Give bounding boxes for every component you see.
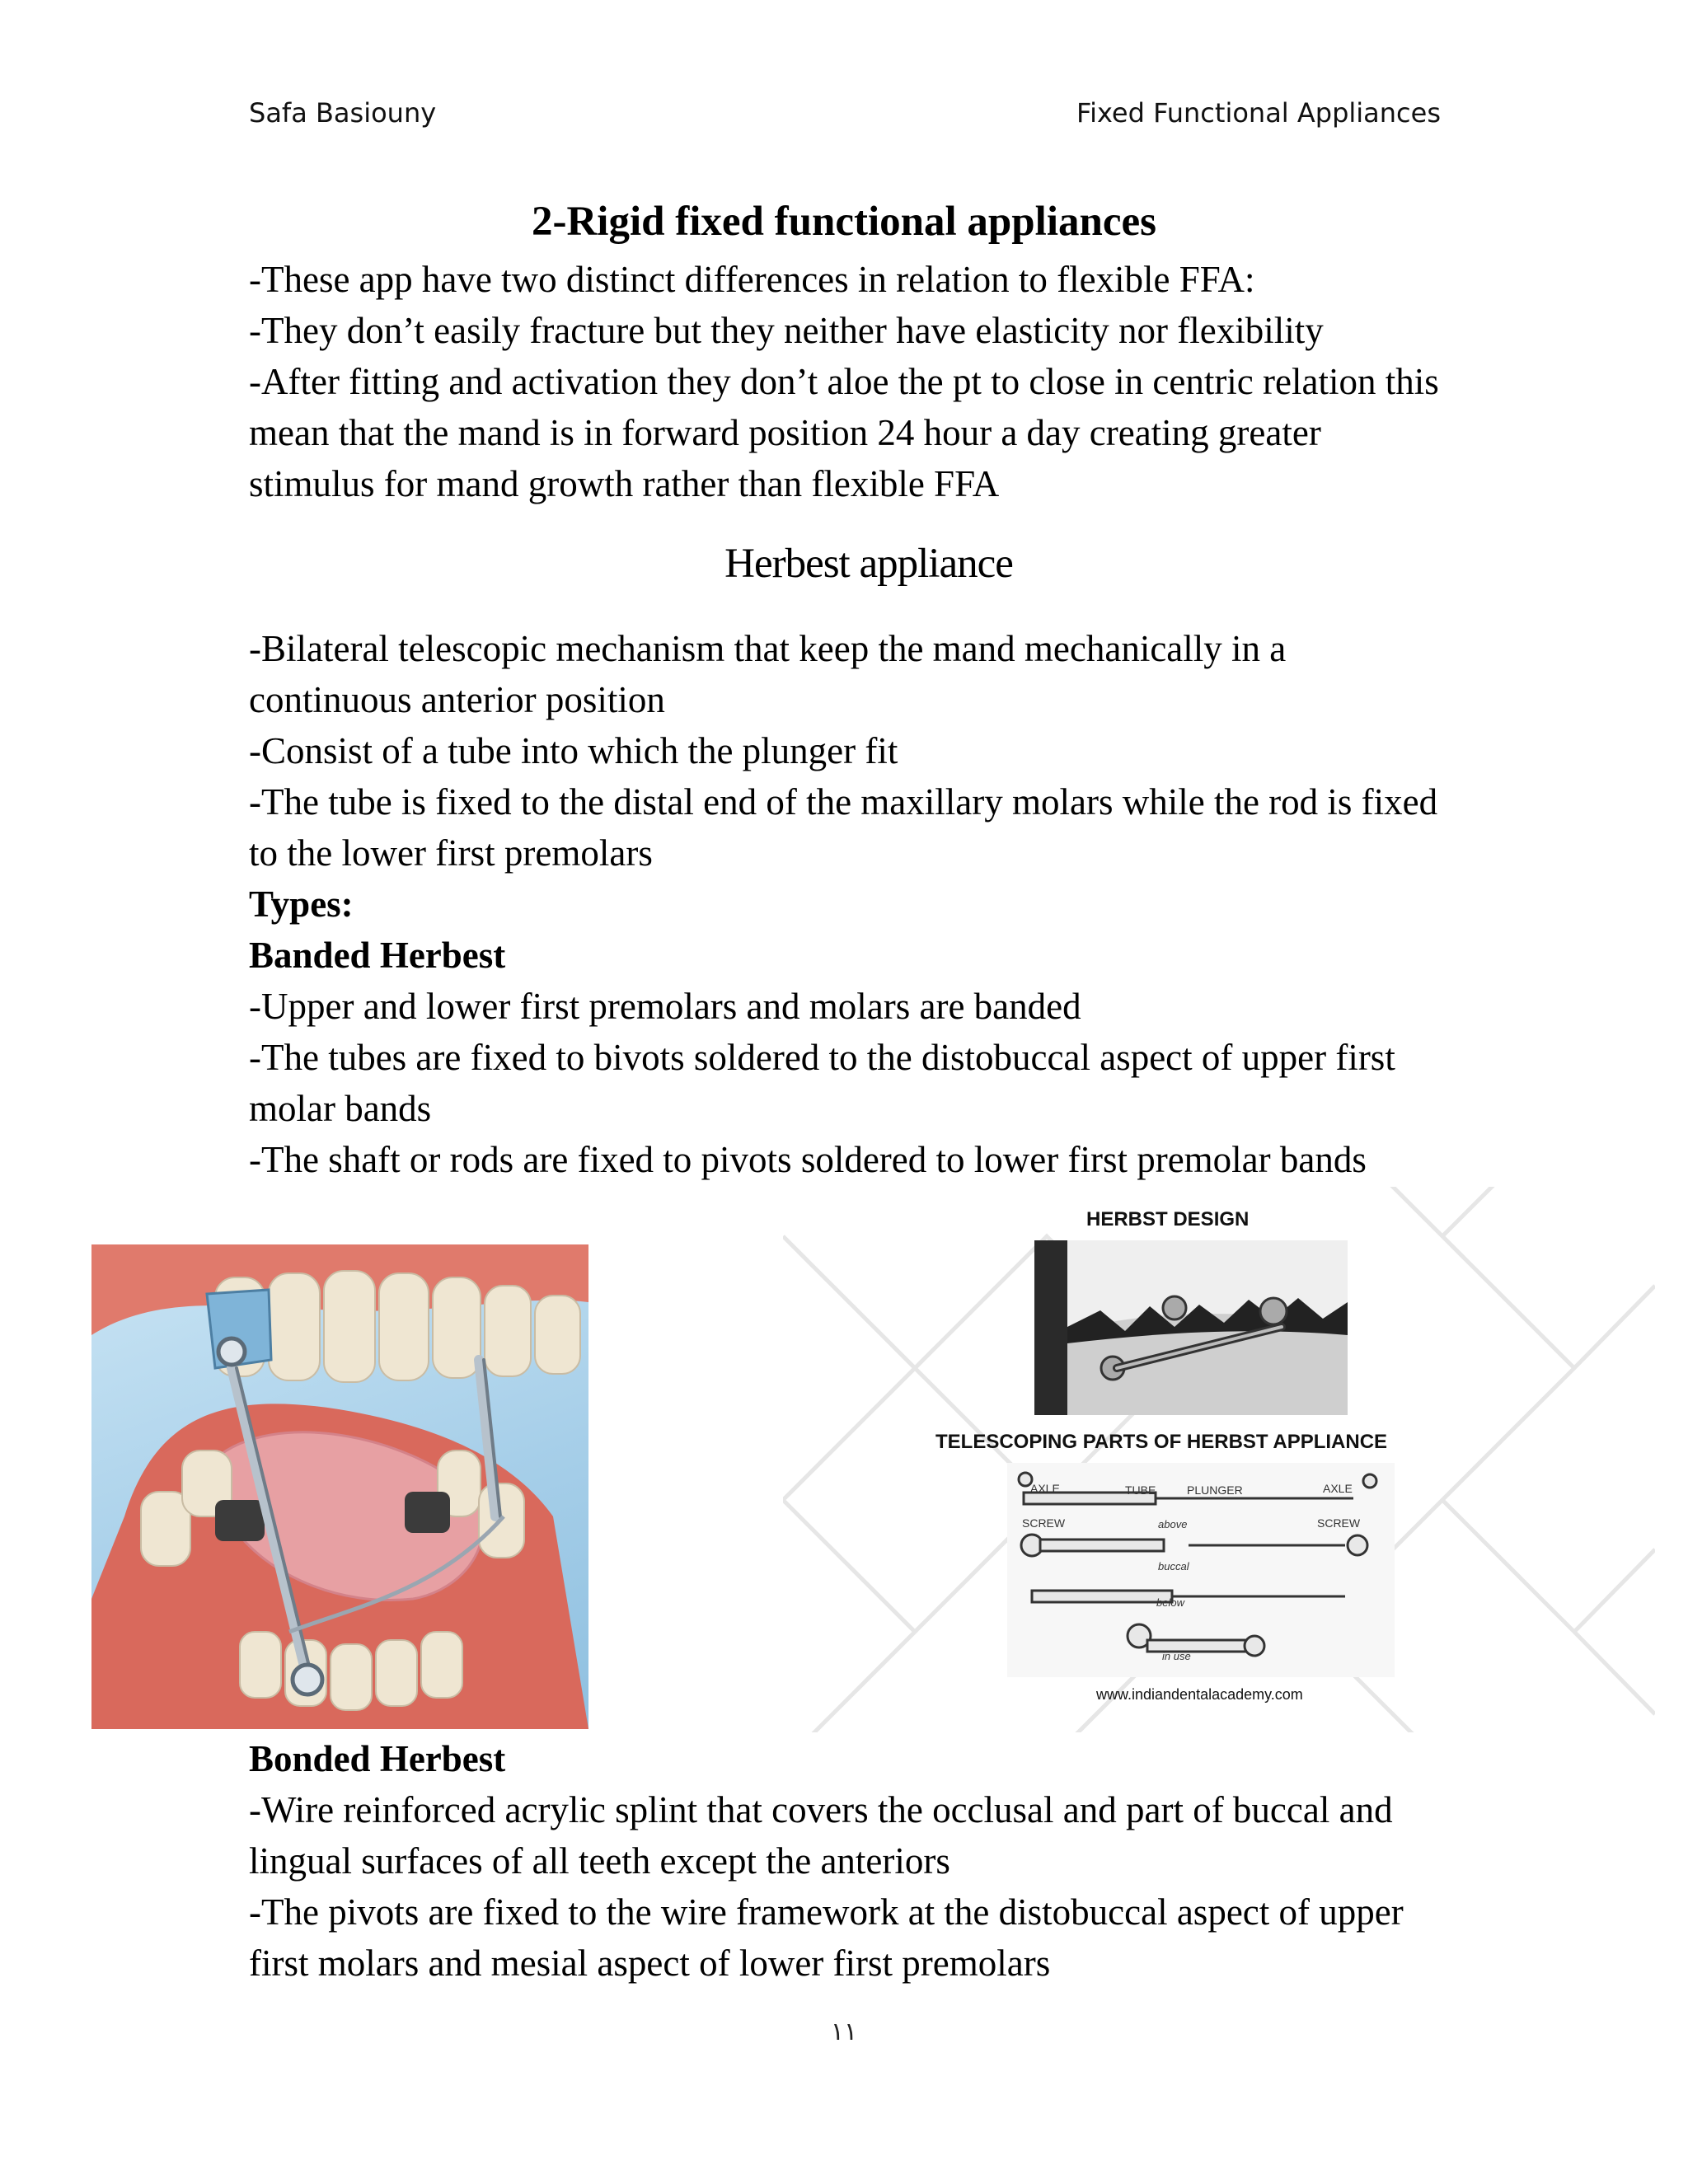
herbst-design-diagram <box>783 1187 1655 1732</box>
buccal-label: buccal <box>1158 1560 1189 1572</box>
intro-block <box>249 254 1452 509</box>
herbest-paragraph-3: -The tube is fixed to the distal end of the maxillary molars while the rod is fixed to the lower first premolars <box>249 781 1438 874</box>
bonded-paragraph-1: -Wire reinforced acrylic splint that covers the occlusal and part of buccal and lingual surfaces of all teeth except the anteriors <box>249 1789 1393 1882</box>
axle-left-label: AXLE <box>1030 1482 1060 1495</box>
screw-right-label: SCREW <box>1317 1516 1361 1530</box>
intro-line-3: -After fitting and activation they don’t aloe the pt to close in centric relation this mean that the mand is in forward position 24 hour a day creating greater stimulus for mand growth rather than flexible FFA <box>249 361 1439 504</box>
plunger-label: PLUNGER <box>1187 1483 1243 1497</box>
banded-heading: Banded Herbest <box>249 935 506 976</box>
bonded-paragraph-2: -The pivots are fixed to the wire framework at the distobuccal aspect of upper first molars and mesial aspect of lower first premolars <box>249 1891 1404 1984</box>
header-topic: Fixed Functional Appliances <box>1076 97 1441 129</box>
banded-paragraph-1: -Upper and lower first premolars and molars are banded <box>249 986 1081 1027</box>
types-heading: Types: <box>249 883 354 925</box>
mouth-illustration <box>91 1244 588 1729</box>
above-label: above <box>1158 1518 1188 1530</box>
in-use-label: in use <box>1162 1650 1191 1662</box>
telescoping-parts-title: TELESCOPING PARTS OF HERBST APPLIANCE <box>935 1431 1388 1453</box>
page-number: ١١ <box>830 2018 858 2046</box>
section-title: 2-Rigid fixed functional appliances <box>531 199 1156 245</box>
bonded-block <box>249 1733 1452 1989</box>
screw-left-label: SCREW <box>1022 1516 1066 1530</box>
herbest-paragraph-2: -Consist of a tube into which the plunger fit <box>249 730 898 771</box>
banded-paragraph-2: -The tubes are fixed to bivots soldered to the distobuccal aspect of upper first molar bands <box>249 1037 1395 1129</box>
herbst-appliance-render-image <box>91 1244 588 1729</box>
bonded-heading: Bonded Herbest <box>249 1738 506 1779</box>
herbest-paragraph-1: -Bilateral telescopic mechanism that keep the mand mechanically in a continuous anterior position <box>249 628 1287 720</box>
tube-label: TUBE <box>1125 1483 1156 1497</box>
source-website-label: www.indiandentalacademy.com <box>1096 1686 1303 1703</box>
below-label: below <box>1156 1596 1184 1609</box>
herbest-block <box>249 623 1452 1185</box>
banded-paragraph-3: -The shaft or rods are fixed to pivots soldered to lower first premolar bands <box>249 1139 1367 1180</box>
herbst-model-photo <box>1034 1240 1348 1415</box>
intro-line-2: -They don’t easily fracture but they neither have elasticity nor flexibility <box>249 310 1324 351</box>
intro-line-1: -These app have two distinct differences in relation to flexible FFA: <box>249 259 1255 300</box>
herbst-design-title: HERBST DESIGN <box>1086 1208 1250 1230</box>
header-author: Safa Basiouny <box>249 97 437 129</box>
axle-right-label: AXLE <box>1323 1482 1353 1495</box>
herbest-title: Herbest appliance <box>724 541 1013 587</box>
